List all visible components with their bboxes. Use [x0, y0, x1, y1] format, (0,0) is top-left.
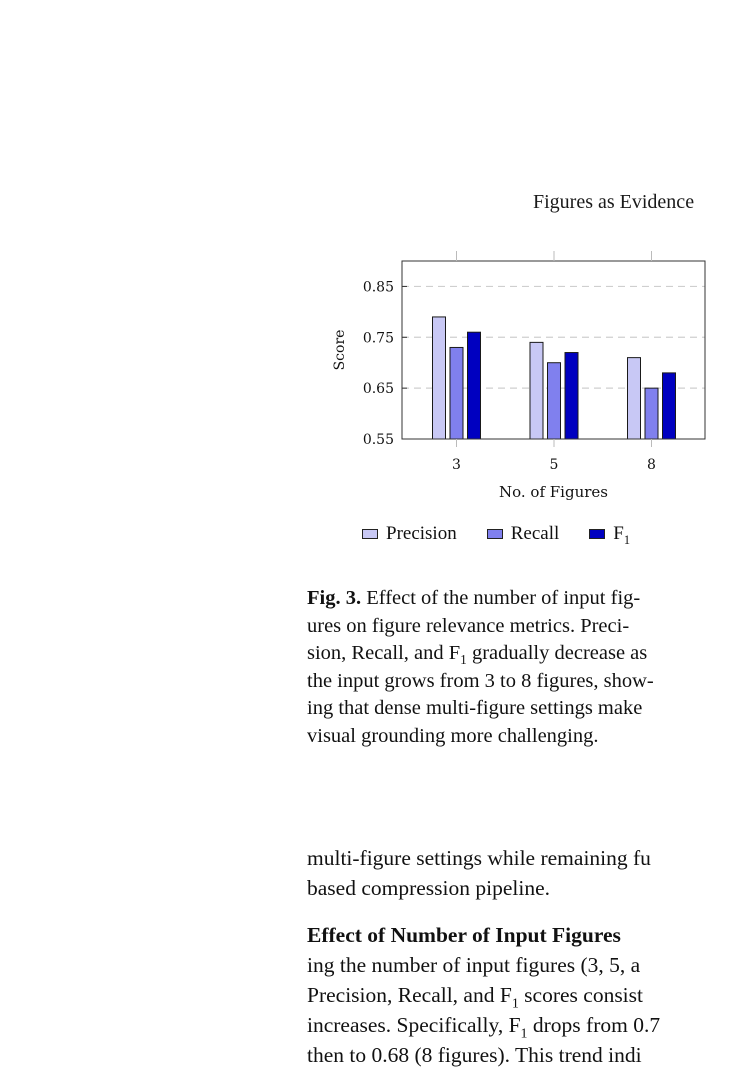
caption-line: the input grows from 3 to 8 figures, show-	[307, 669, 654, 692]
caption-line: Fig. 3. Effect of the number of input fig-	[307, 587, 641, 609]
legend-item-precision	[362, 523, 457, 545]
figure-caption	[307, 585, 735, 750]
x-tick-label: 8	[647, 457, 656, 473]
body-line: increases. Specifically, $F_1$ drops from 0.7	[307, 1013, 661, 1042]
bar-precision-8	[628, 358, 641, 439]
caption-line: visual grounding more challenging.	[307, 724, 599, 747]
bar-recall-8	[645, 388, 658, 439]
legend-label-precision: Precision	[386, 523, 457, 544]
caption-line: ures on figure relevance metrics. Preci-	[307, 614, 630, 637]
body-line	[307, 920, 735, 950]
bar-precision-5	[530, 342, 543, 439]
caption-line: ing that dense multi-figure settings make	[307, 697, 643, 719]
bar-precision-3	[433, 317, 446, 439]
x-tick-label: 3	[452, 457, 461, 473]
y-tick-label: 0.85	[362, 279, 394, 296]
x-tick-label: 5	[549, 457, 559, 473]
x-axis-label: No. of Figures	[499, 483, 608, 501]
y-axis-label: Score	[332, 329, 348, 371]
bar-recall-5	[548, 363, 561, 439]
bar-recall-3	[450, 347, 463, 439]
running-head: Figures as Evidence	[533, 191, 695, 213]
chart-legend	[362, 523, 630, 545]
y-tick-label: 0.75	[362, 330, 394, 347]
bar-f1-5	[565, 353, 578, 439]
body-line: multi-figure settings while remaining fu	[307, 846, 651, 870]
y-tick-label: 0.55	[362, 432, 394, 448]
body-text	[307, 843, 735, 1070]
legend-swatch-f1	[589, 529, 605, 539]
legend-swatch-precision	[362, 529, 378, 539]
bar-f1-8	[663, 373, 676, 439]
legend-item-f1	[589, 523, 630, 545]
legend-swatch-recall	[487, 529, 503, 539]
legend-label-f1: $F_1$	[613, 523, 630, 547]
caption-label: Fig. 3.	[307, 587, 362, 609]
section-heading: Effect of Number of Input Figures	[307, 923, 621, 947]
caption-line: sion, Recall, and $F_1$ gradually decrease as	[307, 642, 648, 668]
legend-label-recall: Recall	[510, 523, 560, 544]
legend-item-recall	[487, 523, 560, 545]
body-line: Precision, Recall, and $F_1$ scores consist	[307, 983, 643, 1012]
body-line: based compression pipeline.	[307, 876, 551, 900]
bar-chart	[320, 240, 720, 510]
y-tick-label: 0.65	[362, 381, 394, 398]
body-line: ing the number of input figures (3, 5, a	[307, 953, 641, 977]
body-line: then to 0.68 (8 figures). This trend indi	[307, 1043, 642, 1067]
bar-f1-3	[468, 332, 481, 439]
